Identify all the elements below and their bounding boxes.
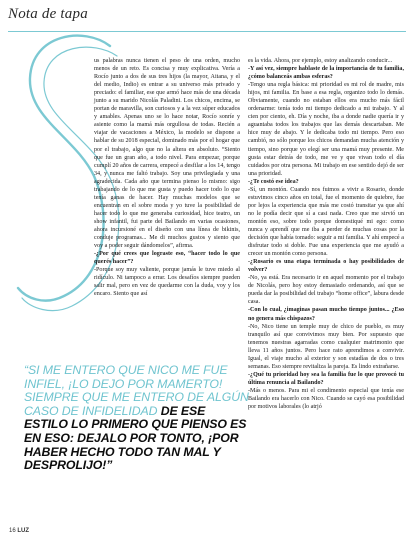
answer-text: -No, Nico tiene un temple muy de chico de pueblo, es muy tranquilo así que convivimos muy bien. Por supuesto que tenemos nuestras agarradas como cualquier matrimonio que lleva 11 años juntos. Pero hace rato aprendimos a convivir. Igual, el viaje mucho al exterior y son estadías de dos o tres semanas. Eso siempre revitaliza la pareja. Es lindo extrañarse. bbox=[248, 323, 404, 370]
section-title: Nota de tapa bbox=[8, 6, 88, 22]
question-text: -Y así vez, siempre hablaste de la importancia de tu familia, ¿cómo balanceás ambas esferas? bbox=[248, 66, 404, 81]
right-column bbox=[248, 57, 404, 411]
right-intro: es la vida. Ahora, por ejemplo, estoy analizando conducir... bbox=[248, 58, 393, 64]
question-text: -Con lo cual, ¿imaginas pasan mucho tiempo juntos... ¿Eso no genera más chispazos? bbox=[248, 307, 404, 322]
page-number: 16 bbox=[9, 528, 16, 534]
question-text: -¿Te costó ese idea? bbox=[248, 178, 299, 185]
question-text: -¿Por qué crees que lograste eso, “hacer todo lo que querés hacer”? bbox=[94, 251, 240, 266]
answer-text: -Porque soy muy valiente, porque jamás le tuve miedo al ridículo. Ni tampoco a errar. Los desafíos siempre pueden salir mal, pero en vez de quedarme con la duda, voy y los encaro. Siento que así bbox=[94, 267, 240, 298]
answer-text: -Más o menos. Para mi el condimento especial que tenía ese Bailando era hacerlo con Nico. Cuando se cayó esa posibilidad por motivos laborales (lo atrjó bbox=[248, 387, 404, 411]
pull-quote-bold: DE ESE ESTILO LO PRIMERO QUE PIENSO ES EN ESO: DEJALO POR TONTO, ¡POR HABER HECHO TODO TAN MAL Y DESPROLIJO!” bbox=[24, 403, 247, 473]
answer-text: -Sí, un montón. Cuando nos fuimos a vivir a Rosario, donde estuvimos cinco años en total, fue el momento de quiebre, fue por lejos la experiencia que más me costó transitar ya que ahí no le podía decir que sí a casi nada. Creo que me sirvió un montón eso, sobre todo porque domestiqué mi ego: como nunca y aprendí que me iba a perder de muchas cosas por la decisión que había tomado: seguir a mi familia. Y ahí empecé a disfrutar todo si doble. Fue una experiencia que me ayudó a crecer un montón como persona. bbox=[248, 186, 404, 258]
question-text: -¿Rosario es una etapa terminada o hay posibilidades de volver? bbox=[248, 259, 404, 274]
answer-text: -Tengo una regla básica: mi prioridad es mi rol de madre, mis hijos, mi familia. En base a esa regla, organizo todo lo demás. Obviamente, cuando no estaban ellos era mucho más fácil ordenarme: tenía todo mi tiempo dedicado a mi trabajo. Y al cien por ciento, eh. Día y noche, iba a donde nadie quería ir y aguantaba todos los trabajos que las demás descartaban. Me hice muy de abajo. Y le dedicaba todo mi tiempo. Pero eso cambió, no sólo porque los chicos demandan mucha atención y tiempo, sino porque yo elegí ser una mamá muy presente. Me gusta estar detrás de todo, me ve y que vivan todo el día cuidados por otra persona. Mi trabajo en ese sentido dejó de ser una prioridad. bbox=[248, 82, 404, 177]
pull-quote-light: “SI ME ENTERO QUE NICO ME FUE INFIEL, ¡LO DEJO POR MAMERTO! SIEMPRE QUE ME ENTERO DE ALGÚN CASO DE INFIDELIDAD bbox=[24, 363, 249, 418]
left-column bbox=[94, 57, 240, 298]
pull-quote bbox=[24, 364, 250, 473]
page-footer bbox=[9, 528, 29, 534]
answer-text: -No, ya está. Era necesario ir en aquel momento por el trabajo de Nicolás, pero hoy estoy demasiado ordenando, así que se pueda dar la posibilidad del trabajo “home office”, labura desde casa. bbox=[248, 275, 404, 306]
question-text: -¿Qué tu prioridad hoy sea la familia fue lo que provocó tu última renuncia al Bailando? bbox=[248, 371, 404, 386]
left-paragraph: us palabras nunca tienen el peso de una orden, mucho menos de un reto. Es concisa y muy explicativa. Vería a Rocío junto a dos de sus tres hijos (la mayor, Aitana, y el del medio, Indio) es entrar a su universo más privado y preciado: el familiar, ese que armó hace más de una década junto a su marido Nicolás Paladini. Los chicos, encima, se portan de maravilla, son curiosos y a la vez súper educados y amables. Apenas uno se lo hace notar, Rocío sonríe y asiente como la mamá más orgullosa de todas. Recién a viajar de vacaciones a México, la modelo se dispone a hablar de su 2018 especial, dominado más por el hogar que por el trabajo, algo que no la altera en absoluto. “Siento que fue un gran año, a todo nivel. Para empezar, porque cumplí 20 años de carrera, empecé a desfilar a los 14, tengo 34, y nunca me faltó trabajo. Soy una privilegiada y una agradecida. Cada año que termina pienso lo mismo: sigo trabajando de lo que me gusta y puedo hacer todo lo que tenía ganas de hacer. Hay muchas modelos que se encuentran en el sobre moda y yo tuve la posibilidad de hacer todo lo que me generaba curiosidad, hice teatro, un show infantil, fui parte del Bailando en varias ocasiones, ahora incursioné en el diseño con una línea de bikinis, conduje programas... Me di muchos gustos y siento que voy a poder seguir dándomelos”, afirma. bbox=[94, 58, 240, 250]
top-divider bbox=[8, 31, 406, 32]
magazine-brand: LUZ bbox=[17, 528, 30, 534]
